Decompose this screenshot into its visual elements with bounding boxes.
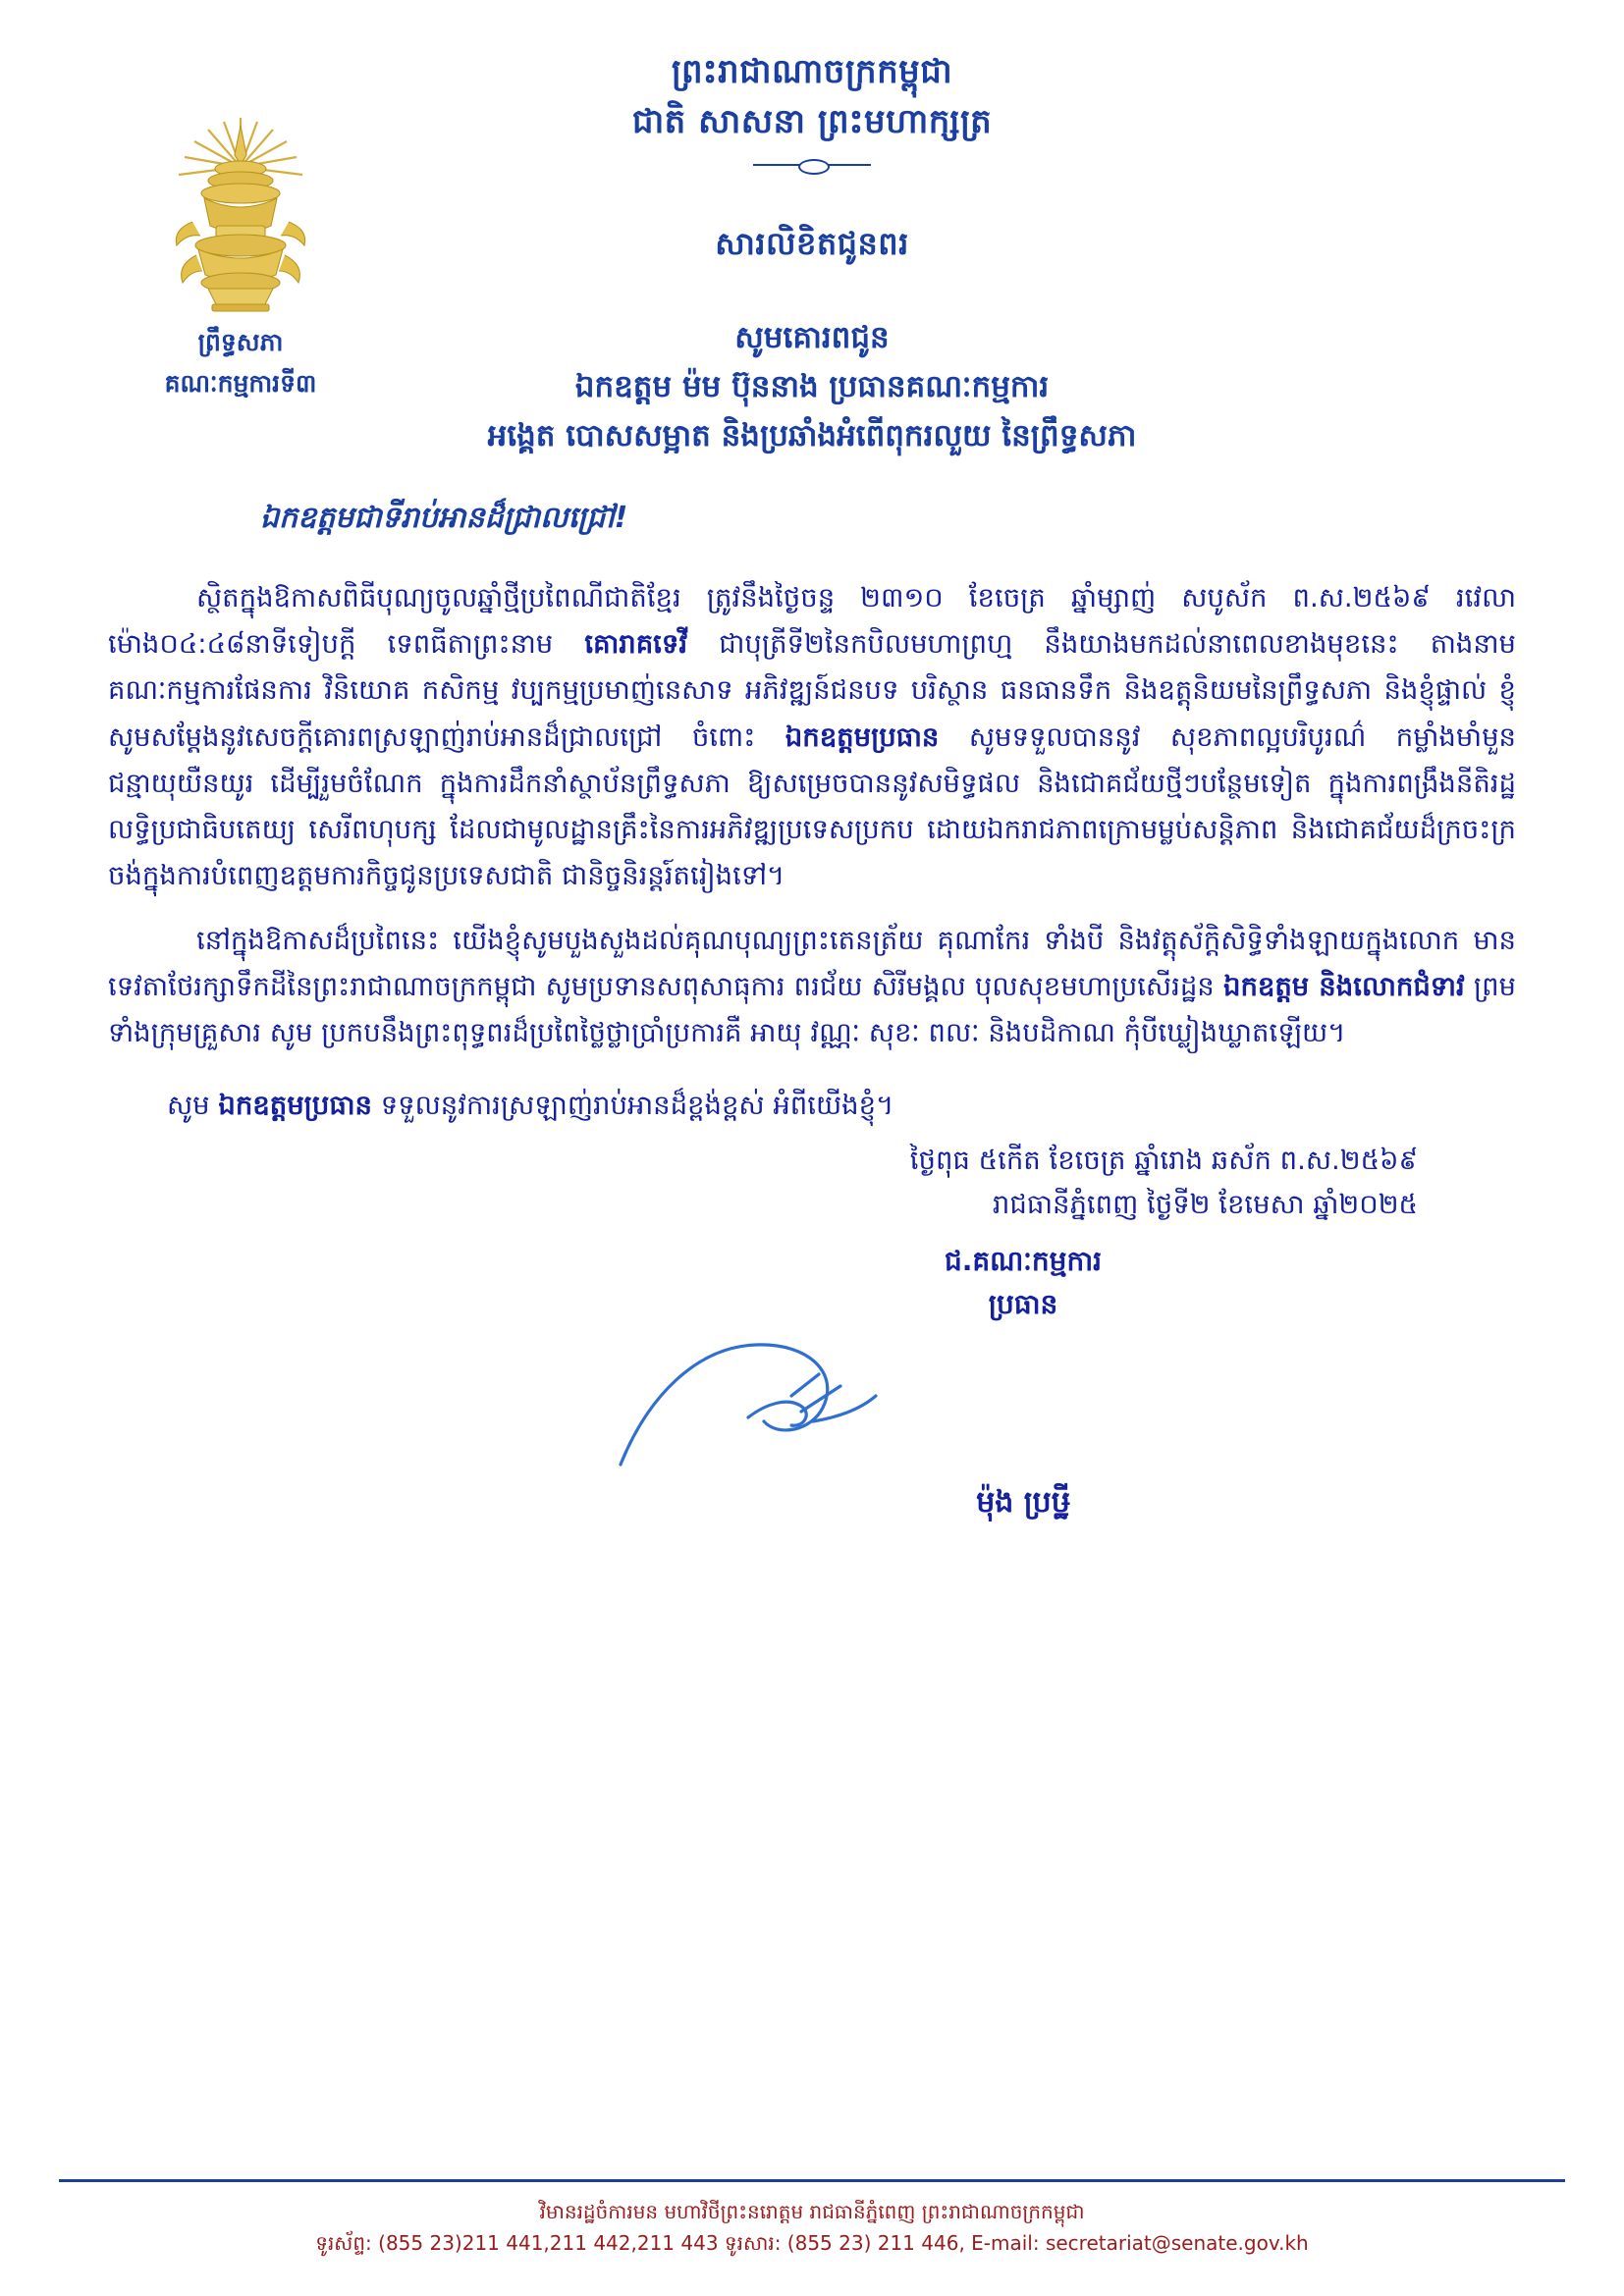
handwritten-signature-icon bbox=[609, 1327, 933, 1494]
emblem-block bbox=[93, 108, 388, 402]
closing-text: សូម ឯកឧត្តមប្រធាន ទទួលនូវការស្រឡាញ់រាប់អានដ៏ខ្ពង់ខ្ពស់ អំពីយើងខ្ញុំ។ bbox=[167, 1089, 894, 1121]
signer-title-line1: ជ.គណៈកម្មការ bbox=[944, 1244, 1102, 1277]
signature-area bbox=[0, 1327, 1624, 1499]
body-text bbox=[108, 575, 1516, 1057]
signer-title-block bbox=[0, 1240, 1624, 1328]
addressee-line-3: អង្គេត បោសសម្អាត និងប្រឆាំងអំពើពុករលួយ នៃព្រឹទ្ធសភា bbox=[487, 418, 1137, 454]
addressee-line-2: ឯកឧត្តម ម៉ម ប៊ុននាង ប្រធានគណៈកម្មការ bbox=[574, 369, 1050, 405]
page-title: សារលិខិតជូនពរ bbox=[715, 225, 909, 262]
emblem-label-line1: ព្រឹទ្ធសភា bbox=[197, 328, 284, 356]
date-gregorian: រាជធានីភ្នំពេញ ថ្ងៃទី២ ខែមេសា ឆ្នាំ២០២៥ bbox=[992, 1189, 1418, 1221]
footer-divider bbox=[59, 2179, 1565, 2182]
date-lunar: ថ្ងៃពុធ ៥កើត ខែចេត្រ ឆ្នាំរោង ឆស័ក ព.ស.២៥៦៩ bbox=[909, 1144, 1418, 1176]
national-motto: ជាតិ សាសនា ព្រះមហាក្សត្រ bbox=[631, 102, 993, 141]
kingdom-title: ព្រះរាជាណាចក្រកម្ពុជា bbox=[671, 52, 953, 91]
ornament-divider-icon bbox=[753, 157, 871, 173]
greeting-line: ឯកឧត្តមជាទីរាប់អានដ៏ជ្រាលជ្រៅ! bbox=[260, 500, 628, 535]
addressee-line-1: សូមគោរពជូន bbox=[734, 320, 890, 355]
paragraph-2: នៅក្នុងឱកាសដ៏ប្រពៃនេះ យើងខ្ញុំសូមបួងសួងដល់គុណបុណ្យព្រះតេនត្រ័យ គុណាកែរ ទាំងបី និងវត្តុស័ក្តិសិទ្ធិទាំងឡាយក្នុងលោក មានទេវតាថែរក្សាទឹកដីនៃព្រះរាជាណាចក្រកម្ពុជា សូមប្រទានសពុសាធុការ ពរជ័យ សិរីមង្គល បុលសុខមហាប្រសើរដ្ឋន ឯកឧត្តម និងលោកជំទាវ ព្រមទាំងក្រុមគ្រួសារ សូម ប្រកបនឹងព្រះពុទ្ធពរដ៏ប្រពៃថ្លៃថ្លាប្រាំប្រការគឺ អាយុ វណ្ណៈ សុខៈ ពលៈ និងបដិកាណ កុំបីឃ្លៀងឃ្លាតឡើយ។ bbox=[108, 924, 1516, 1049]
emblem-label-line2: គណៈកម្មការទី៣ bbox=[164, 369, 317, 399]
document-footer bbox=[0, 2179, 1624, 2259]
closing-line bbox=[108, 1083, 1516, 1129]
royal-senate-emblem-icon bbox=[147, 108, 334, 319]
date-block bbox=[0, 1139, 1624, 1228]
paragraph-1: ស្ថិតក្នុងឱកាសពិធីបុណ្យចូលឆ្នាំថ្មីប្រពៃណីជាតិខ្មែរ ត្រូវនឹងថ្ងៃចន្ទ ២៣១០ ខែចេត្រ ឆ្នាំម្សាញ់ សបូស័ក ព.ស.២៥៦៩ រវេលាម៉ោង០៤:៤៨នាទីទៀបក្តី ទេពធីតាព្រះនាម គោរាគទេវី ជាបុត្រីទី២នៃកបិលមហាព្រហ្ម នឹងយាងមកដល់នាពេលខាងមុខនេះ តាងនាមគណៈកម្មការផែនការ វិនិយោគ កសិកម្ម វប្បកម្មប្រមាញ់នេសាទ អភិវឌ្ឍន៍ជនបទ បរិស្ថាន ធនធានទឹក និងឧត្តុនិយមនៃព្រឹទ្ធសភា និងខ្ញុំផ្ទាល់ ខ្ញុំសូមសម្តែងនូវសេចក្តីគោរពស្រឡាញ់រាប់អានដ៏ជ្រាលជ្រៅ ចំពោះ ឯកឧត្តមប្រធាន សូមទទួលបាននូវ សុខភាពល្អបរិបូរណ៌ កម្លាំងមាំមួន ជន្មាយុយឺនយូរ ដើម្បីរួមចំណែក ក្នុងការដឹកនាំស្ថាប័នព្រឹទ្ធសភា ឱ្យសម្រេចបាននូវសមិទ្ធផល និងជោគជ័យថ្មីៗបន្ថែមទៀត ក្នុងការពង្រឹងនីតិរដ្ឋ លទ្ធិប្រជាធិបតេយ្យ សេរីពហុបក្ស ដែលជាមូលដ្ឋានគ្រឹះនៃការអភិវឌ្ឍប្រទេសប្រកប ដោយឯករាជភាពក្រោមម្លប់សន្តិភាព និងជោគជ័យដ៏ក្រចះក្រចង់ក្នុងការបំពេញឧត្តមការកិច្ចជូនប្រទេសជាតិ ជានិច្ចនិរន្តរ៍តរៀងទៅ។ bbox=[108, 581, 1517, 892]
footer-address: វិមានរដ្ឋចំការមន មហាវិថីព្រះនរោត្តម រាជធានីភ្នំពេញ ព្រះរាជាណាចក្រកម្ពុជា bbox=[539, 2200, 1085, 2223]
signer-title-line2: ប្រធាន bbox=[988, 1288, 1058, 1321]
footer-contact: ទូរស័ព្ទ: (855 23)211 441,211 442,211 443 ទូរសារ: (855 23) 211 446, E-mail: secretariat@senate.gov.kh bbox=[315, 2231, 1309, 2255]
signer-name: ម៉ុង ប្រឞ្ឋី bbox=[976, 1485, 1070, 1521]
